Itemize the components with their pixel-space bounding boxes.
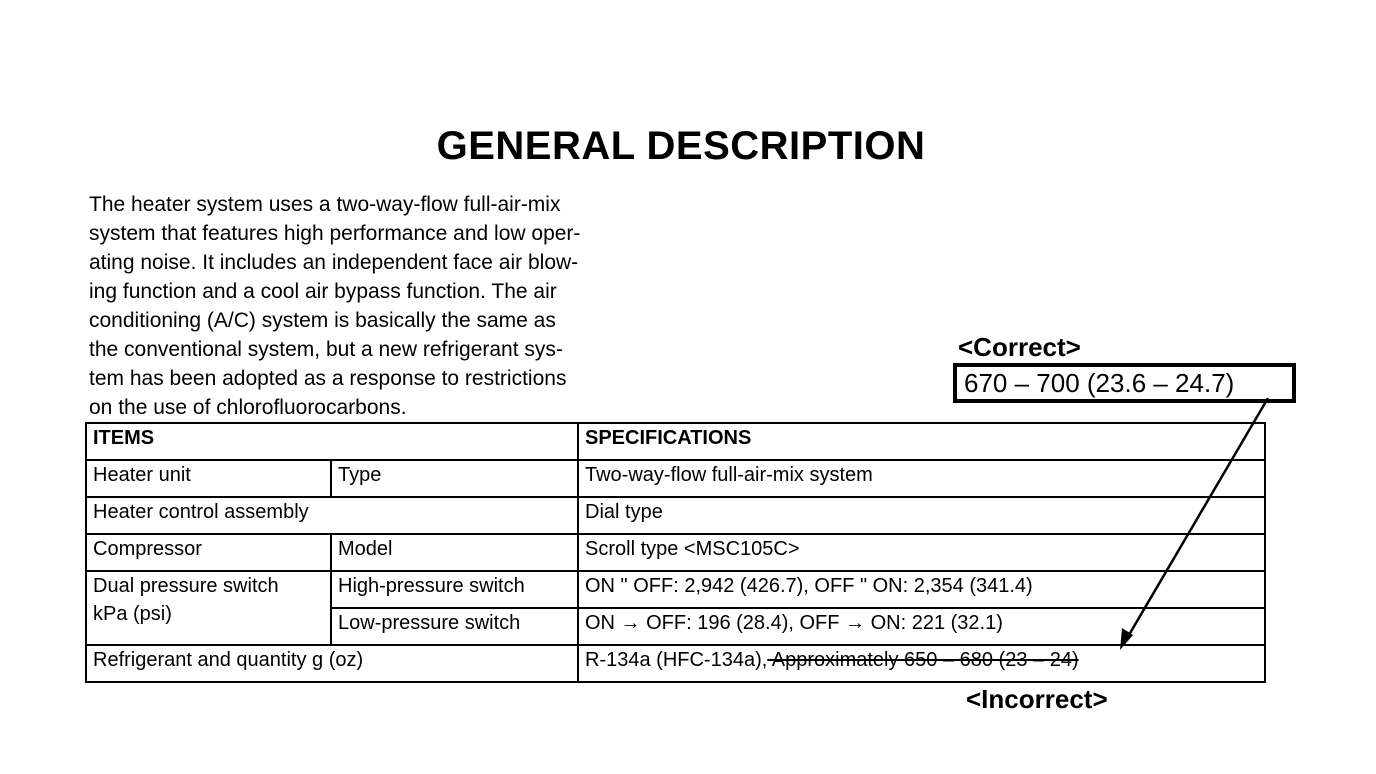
table-row [86,571,1265,608]
intro-line: tem has been adopted as a response to restrictions [89,367,567,390]
sub-item-cell: Type [331,460,578,497]
spec-cell: Scroll type <MSC105C> [578,534,1265,571]
intro-line: ating noise. It includes an independent face air blow- [89,251,579,274]
item-line: Dual pressure switch [93,575,279,597]
item-cell: Refrigerant and quantity g (oz) [86,645,578,682]
spec-text: R-134a (HFC-134a), [585,649,768,671]
intro-line: the conventional system, but a new refrigerant sys- [89,338,563,361]
intro-line: ing function and a cool air bypass function. The air [89,280,557,303]
item-cell: Heater control assembly [86,497,578,534]
header-items: ITEMS [86,423,578,460]
item-cell: Heater unit [86,460,331,497]
page-title: GENERAL DESCRIPTION [436,124,926,168]
sub-item-cell: Model [331,534,578,571]
table-row [86,460,1265,497]
table-row [86,497,1265,534]
correct-label: <Correct> [958,332,1081,362]
intro-line: system that features high performance and low oper- [89,222,581,245]
item-cell [86,571,331,645]
table-row [86,645,1265,682]
header-specifications: SPECIFICATIONS [578,423,1265,460]
struck-spec-text: Approximately 650 – 680 (23 – 24) [767,649,1079,671]
table-header-row [86,423,1265,460]
spec-cell: ON " OFF: 2,942 (426.7), OFF " ON: 2,354 (341.4) [578,571,1265,608]
spec-cell [578,645,1265,682]
spec-cell: ON → OFF: 196 (28.4), OFF → ON: 221 (32.1) [578,608,1265,645]
item-line: kPa (psi) [93,603,172,625]
incorrect-label: <Incorrect> [966,684,1108,714]
sub-item-cell: High-pressure switch [331,571,578,608]
spec-cell: Dial type [578,497,1265,534]
specifications-table [85,422,1266,683]
correct-value-box: 670 – 700 (23.6 – 24.7) [953,363,1296,403]
table-row [86,534,1265,571]
intro-line: on the use of chlorofluorocarbons. [89,396,407,419]
intro-line: The heater system uses a two-way-flow full-air-mix [89,193,561,216]
item-cell: Compressor [86,534,331,571]
spec-cell: Two-way-flow full-air-mix system [578,460,1265,497]
sub-item-cell: Low-pressure switch [331,608,578,645]
intro-line: conditioning (A/C) system is basically the same as [89,309,556,332]
intro-paragraph [89,190,689,422]
